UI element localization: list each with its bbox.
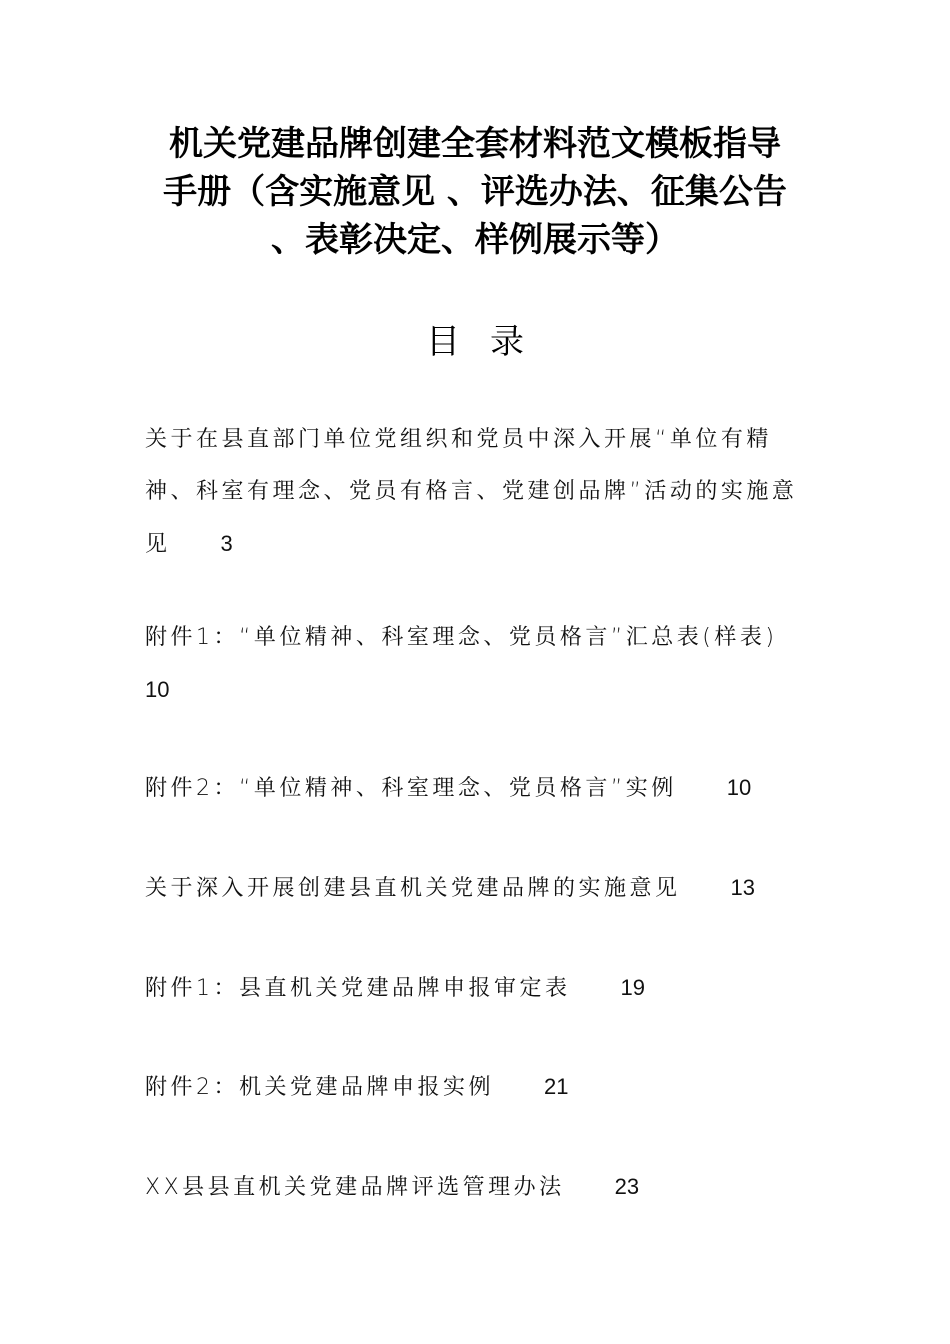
toc-entry[interactable] bbox=[145, 1061, 815, 1114]
toc-entry-page: 10 bbox=[145, 677, 170, 702]
toc-heading-char-2: 录 bbox=[490, 322, 524, 362]
toc-heading-char-1: 目 bbox=[426, 322, 460, 362]
toc-entry[interactable] bbox=[145, 612, 815, 716]
toc-entry-text: 附件2：机关党建品牌申报实例 bbox=[145, 1075, 494, 1100]
toc-entry-page: 13 bbox=[730, 875, 755, 900]
toc-entry-text: 关于深入开展创建县直机关党建品牌的实施意见 bbox=[145, 876, 681, 901]
toc-entry-page: 3 bbox=[220, 531, 233, 556]
title-line-1: 机关党建品牌创建全套材料范文模板指导 bbox=[169, 124, 781, 164]
title-line-2: 手册（含实施意见 、评选办法、征集公告 bbox=[163, 172, 787, 212]
title-line-3: 、表彰决定、样例展示等） bbox=[271, 220, 679, 260]
toc-entry-page: 21 bbox=[544, 1074, 569, 1099]
toc-entry-page: 10 bbox=[726, 775, 752, 800]
toc-entry-text: 附件1：“单位精神、科室理念、党员格言”汇总表(样表) bbox=[145, 625, 778, 650]
toc-entry[interactable] bbox=[145, 862, 815, 915]
document-title bbox=[140, 120, 810, 264]
toc-entry-text: 关于在县直部门单位党组织和党员中深入开展“单位有精神、科室有理念、党员有格言、党建创品牌”活动的实施意见 bbox=[145, 427, 798, 557]
toc-entry-text: 附件2：“单位精神、科室理念、党员格言”实例 bbox=[145, 776, 677, 801]
toc-entry-text: XX县县直机关党建品牌评选管理办法 bbox=[145, 1175, 565, 1200]
toc-entry-page: 19 bbox=[620, 975, 645, 1000]
toc-entry[interactable] bbox=[145, 414, 815, 571]
toc-entry[interactable] bbox=[145, 762, 815, 815]
toc-heading bbox=[0, 318, 950, 366]
toc-entry-text: 附件1：县直机关党建品牌申报审定表 bbox=[145, 976, 571, 1001]
toc-entry-page: 23 bbox=[614, 1174, 640, 1199]
toc-entry[interactable] bbox=[145, 1161, 815, 1214]
toc-entry[interactable] bbox=[145, 962, 815, 1015]
